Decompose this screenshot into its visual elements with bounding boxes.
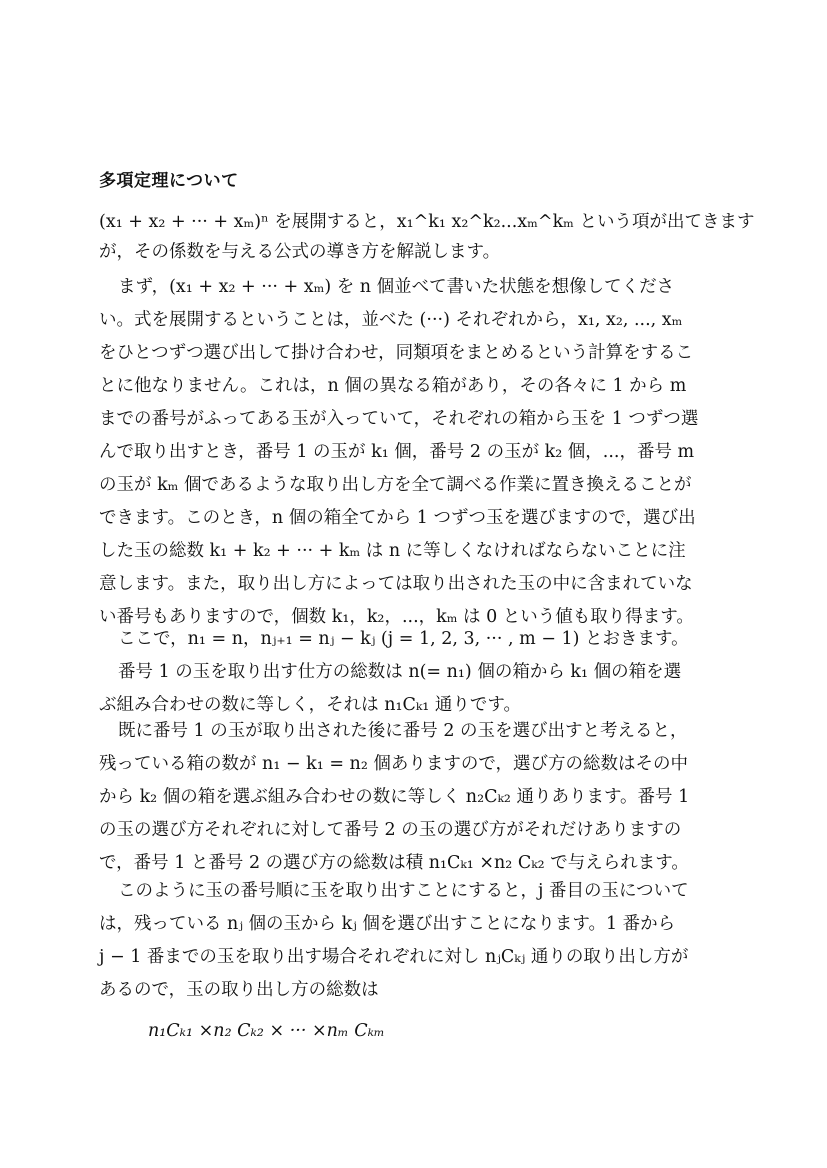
text-line: j − 1 番までの玉を取り出す場合それぞれに対し nⱼCₖⱼ 通りの取り出し方が bbox=[99, 947, 689, 967]
text-line: 番号 1 の玉を取り出す仕方の総数は n(= n₁) 個の箱から k₁ 個の箱を選 bbox=[118, 662, 682, 682]
text-line: ここで，n₁ = n，nⱼ₊₁ = nⱼ − kⱼ (j = 1, 2, 3, ··· , m − 1) とおきます。 bbox=[118, 629, 689, 649]
text-line: で，番号 1 と番号 2 の選び方の総数は積 n₁Cₖ₁ ×n₂ Cₖ₂ で与えられます。 bbox=[99, 853, 689, 873]
text-line: までの番号がふってある玉が入っていて，それぞれの箱から玉を 1 つずつ選 bbox=[99, 409, 699, 429]
section-heading: 多項定理について bbox=[99, 171, 239, 191]
text-line: このように玉の番号順に玉を取り出すことにすると，j 番目の玉について bbox=[118, 881, 689, 901]
text-line: んで取り出すとき，番号 1 の玉が k₁ 個，番号 2 の玉が k₂ 個，...，番号 m bbox=[99, 442, 695, 462]
text-line: をひとつずつ選び出して掛け合わせ，同類項をまとめるという計算をするこ bbox=[99, 343, 694, 363]
text-line: できます。このとき，n 個の箱全てから 1 つずつ玉を選びますので，選び出 bbox=[99, 508, 696, 528]
display-formula: n₁Cₖ₁ ×n₂ Cₖ₂ × ··· ×nₘ Cₖₘ bbox=[148, 1021, 385, 1041]
text-line: が，その係数を与える公式の導き方を解説します。 bbox=[99, 242, 501, 262]
text-line: い。式を展開するということは，並べた (···) それぞれから，x₁, x₂, ..., xₘ bbox=[99, 310, 683, 330]
text-line: した玉の総数 k₁ + k₂ + ··· + kₘ は n に等しくなければならないことに注 bbox=[99, 541, 686, 561]
text-line: は，残っている nⱼ 個の玉から kⱼ 個を選び出すことになります。1 番から bbox=[99, 914, 676, 934]
text-line: とに他なりません。これは，n 個の異なる箱があり，その各々に 1 から m bbox=[99, 376, 687, 396]
text-line: 既に番号 1 の玉が取り出された後に番号 2 の玉を選び出すと考えると， bbox=[118, 721, 688, 741]
text-line: から k₂ 個の箱を選ぶ組み合わせの数に等しく n₂Cₖ₂ 通りあります。番号 1 bbox=[99, 787, 690, 807]
text-line: の玉が kₘ 個であるような取り出し方を全て調べる作業に置き換えることが bbox=[99, 475, 692, 495]
text-line: (x₁ + x₂ + ··· + xₘ)ⁿ を展開すると，x₁^k₁ x₂^k₂...xₘ^kₘ という項が出てきます bbox=[99, 212, 755, 232]
text-line: まず，(x₁ + x₂ + ··· + xₘ) を n 個並べて書いた状態を想像してくださ bbox=[118, 277, 675, 297]
text-line: ぶ組み合わせの数に等しく，それは n₁Cₖ₁ 通りです。 bbox=[99, 695, 521, 715]
text-line: あるので，玉の取り出し方の総数は bbox=[99, 980, 379, 1000]
text-line: の玉の選び方それぞれに対して番号 2 の玉の選び方がそれだけありますの bbox=[99, 820, 682, 840]
text-line: 意します。また，取り出し方によっては取り出された玉の中に含まれていな bbox=[99, 574, 693, 594]
text-line: い番号もありますので，個数 k₁，k₂，...，kₘ は 0 という値も取り得ます。 bbox=[99, 607, 694, 627]
text-line: 残っている箱の数が n₁ − k₁ = n₂ 個ありますので，選び方の総数はその中 bbox=[99, 754, 689, 774]
